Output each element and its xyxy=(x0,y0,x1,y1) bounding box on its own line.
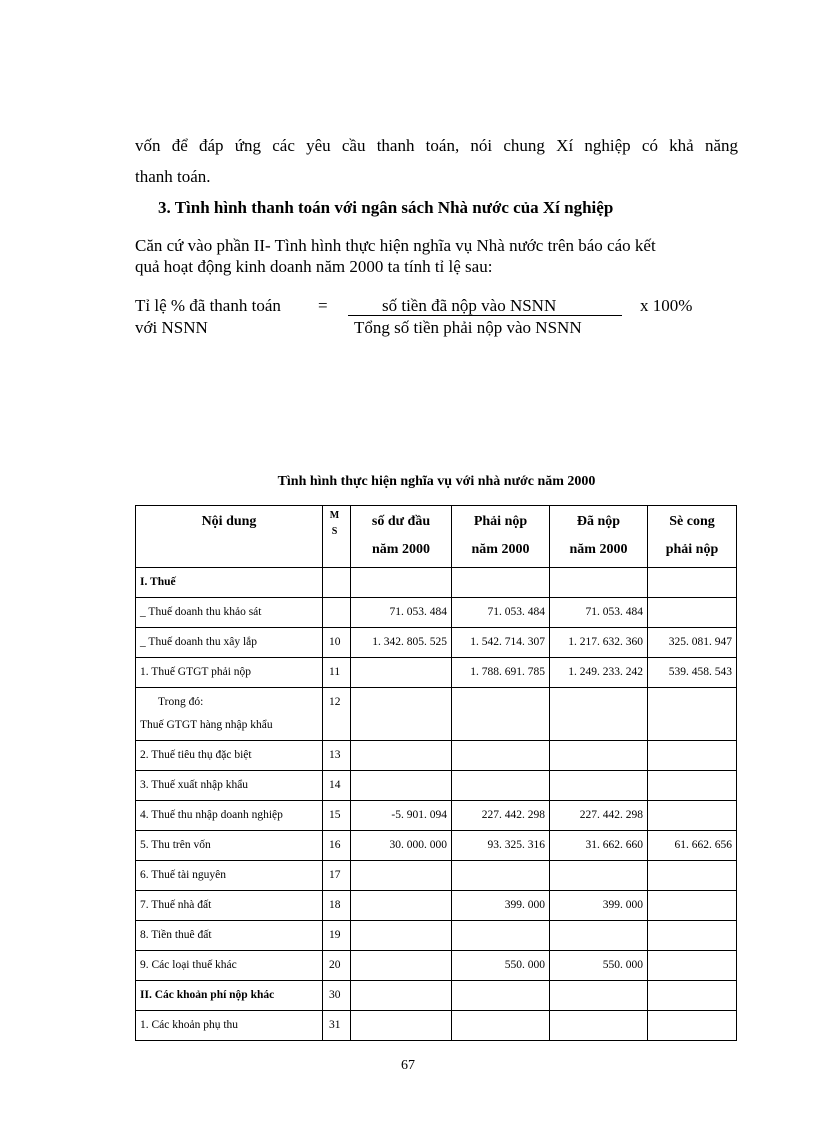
cell-ms xyxy=(323,568,351,598)
table-header-row xyxy=(136,506,737,568)
cell-opening xyxy=(351,951,452,981)
cell-paid xyxy=(550,568,648,598)
cell-ms: 15 xyxy=(323,801,351,831)
cell-remaining xyxy=(648,981,737,1011)
header-ms: M S xyxy=(323,506,351,568)
cell-paid: 550. 000 xyxy=(550,951,648,981)
cell-paid xyxy=(550,981,648,1011)
cell-opening xyxy=(351,771,452,801)
table-row xyxy=(136,921,737,951)
cell-paid xyxy=(550,741,648,771)
table-row xyxy=(136,568,737,598)
cell-paid xyxy=(550,861,648,891)
formula-equals: = xyxy=(318,296,328,315)
cell-payable: 93. 325. 316 xyxy=(452,831,550,861)
cell-content: 2. Thuế tiêu thụ đặc biệt xyxy=(136,741,323,771)
cell-content: 8. Tiền thuê đất xyxy=(136,921,323,951)
cell-opening: 71. 053. 484 xyxy=(351,598,452,628)
cell-content: _ Thuế doanh thu khảo sát xyxy=(136,598,323,628)
formula-numerator: số tiền đã nộp vào NSNN xyxy=(382,296,557,315)
cell-remaining xyxy=(648,921,737,951)
cell-opening xyxy=(351,981,452,1011)
cell-ms: 14 xyxy=(323,771,351,801)
cell-content: 6. Thuế tài nguyên xyxy=(136,861,323,891)
header-paid: Đã nộp năm 2000 xyxy=(550,506,648,568)
cell-payable: 1. 788. 691. 785 xyxy=(452,658,550,688)
cell-payable: 1. 542. 714. 307 xyxy=(452,628,550,658)
cell-remaining xyxy=(648,1011,737,1041)
formula-denominator: Tổng số tiền phải nộp vào NSNN xyxy=(354,318,582,337)
cell-payable xyxy=(452,771,550,801)
obligations-table xyxy=(135,505,737,1041)
cell-paid: 71. 053. 484 xyxy=(550,598,648,628)
cell-ms: 31 xyxy=(323,1011,351,1041)
cell-content: 7. Thuế nhà đất xyxy=(136,891,323,921)
cell-content: I. Thuế xyxy=(136,568,323,598)
cell-opening xyxy=(351,861,452,891)
cell-payable: 227. 442. 298 xyxy=(452,801,550,831)
cell-remaining xyxy=(648,568,737,598)
cell-payable xyxy=(452,1011,550,1041)
table-row xyxy=(136,981,737,1011)
cell-paid: 31. 662. 660 xyxy=(550,831,648,861)
table-row xyxy=(136,771,737,801)
cell-opening xyxy=(351,658,452,688)
intro-paragraph xyxy=(135,235,755,277)
table-row xyxy=(136,831,737,861)
cell-content: _ Thuế doanh thu xây lắp xyxy=(136,628,323,658)
cell-payable xyxy=(452,688,550,741)
paragraph-line-1: vốn để đáp ứng các yêu cầu thanh toán, nói chung Xí nghiệp có khả năng xyxy=(135,136,738,155)
cell-remaining xyxy=(648,771,737,801)
cell-remaining: 61. 662. 656 xyxy=(648,831,737,861)
cell-opening xyxy=(351,568,452,598)
cell-content: 1. Các khoản phụ thu xyxy=(136,1011,323,1041)
cell-payable xyxy=(452,981,550,1011)
section-heading: 3. Tình hình thanh toán với ngân sách Nhà nước của Xí nghiệp xyxy=(158,198,614,217)
table-row xyxy=(136,658,737,688)
formula-label-line-2: với NSNN xyxy=(135,318,208,337)
cell-ms xyxy=(323,598,351,628)
cell-opening xyxy=(351,1011,452,1041)
cell-opening: 1. 342. 805. 525 xyxy=(351,628,452,658)
cell-content: II. Các khoản phí nộp khác xyxy=(136,981,323,1011)
table-row xyxy=(136,598,737,628)
cell-payable xyxy=(452,861,550,891)
cell-payable xyxy=(452,741,550,771)
cell-remaining xyxy=(648,951,737,981)
cell-content: 5. Thu trên vốn xyxy=(136,831,323,861)
cell-payable: 399. 000 xyxy=(452,891,550,921)
formula-multiplier: x 100% xyxy=(640,296,693,315)
cell-content: 3. Thuế xuất nhập khẩu xyxy=(136,771,323,801)
cell-paid: 399. 000 xyxy=(550,891,648,921)
cell-paid xyxy=(550,688,648,741)
header-opening-balance: số dư đầu năm 2000 xyxy=(351,506,452,568)
intro-line-1: Căn cứ vào phần II- Tình hình thực hiện nghĩa vụ Nhà nước trên báo cáo kết xyxy=(135,236,656,255)
cell-remaining xyxy=(648,688,737,741)
cell-payable: 71. 053. 484 xyxy=(452,598,550,628)
intro-line-2: quả hoạt động kinh doanh năm 2000 ta tính tỉ lệ sau: xyxy=(135,257,493,276)
cell-paid xyxy=(550,921,648,951)
cell-paid: 227. 442. 298 xyxy=(550,801,648,831)
cell-content: 1. Thuế GTGT phải nộp xyxy=(136,658,323,688)
table-row xyxy=(136,891,737,921)
cell-content: Trong đó: Thuế GTGT hàng nhập khẩu xyxy=(136,688,323,741)
cell-ms: 17 xyxy=(323,861,351,891)
cell-paid xyxy=(550,771,648,801)
table-row xyxy=(136,628,737,658)
header-content: Nội dung xyxy=(136,506,323,568)
cell-ms: 30 xyxy=(323,981,351,1011)
cell-ms: 10 xyxy=(323,628,351,658)
formula-label-line-1: Tỉ lệ % đã thanh toán xyxy=(135,296,281,315)
fraction-line xyxy=(348,315,622,316)
cell-opening xyxy=(351,688,452,741)
header-payable: Phải nộp năm 2000 xyxy=(452,506,550,568)
cell-remaining xyxy=(648,741,737,771)
cell-payable xyxy=(452,568,550,598)
table-row xyxy=(136,861,737,891)
cell-opening xyxy=(351,921,452,951)
cell-remaining xyxy=(648,598,737,628)
cell-ms: 11 xyxy=(323,658,351,688)
cell-payable: 550. 000 xyxy=(452,951,550,981)
cell-ms: 18 xyxy=(323,891,351,921)
table-row xyxy=(136,801,737,831)
cell-ms: 20 xyxy=(323,951,351,981)
cell-ms: 13 xyxy=(323,741,351,771)
cell-content: 4. Thuế thu nhập doanh nghiệp xyxy=(136,801,323,831)
paragraph-line-2: thanh toán. xyxy=(135,167,211,186)
paragraph-continuation xyxy=(135,130,738,192)
cell-opening: -5. 901. 094 xyxy=(351,801,452,831)
cell-remaining xyxy=(648,891,737,921)
cell-paid xyxy=(550,1011,648,1041)
table-row xyxy=(136,951,737,981)
page-number: 67 xyxy=(401,1058,415,1073)
cell-ms: 16 xyxy=(323,831,351,861)
table-row xyxy=(136,741,737,771)
cell-ms: 12 xyxy=(323,688,351,741)
header-remaining: Sè cong phải nộp xyxy=(648,506,737,568)
table-caption: Tình hình thực hiện nghĩa vụ với nhà nước năm 2000 xyxy=(277,474,596,489)
cell-opening xyxy=(351,741,452,771)
table-row xyxy=(136,688,737,741)
cell-opening xyxy=(351,891,452,921)
cell-content: 9. Các loại thuế khác xyxy=(136,951,323,981)
cell-ms: 19 xyxy=(323,921,351,951)
cell-remaining: 325. 081. 947 xyxy=(648,628,737,658)
cell-remaining: 539. 458. 543 xyxy=(648,658,737,688)
table-row xyxy=(136,1011,737,1041)
cell-remaining xyxy=(648,861,737,891)
cell-remaining xyxy=(648,801,737,831)
cell-opening: 30. 000. 000 xyxy=(351,831,452,861)
cell-paid: 1. 249. 233. 242 xyxy=(550,658,648,688)
cell-payable xyxy=(452,921,550,951)
cell-paid: 1. 217. 632. 360 xyxy=(550,628,648,658)
